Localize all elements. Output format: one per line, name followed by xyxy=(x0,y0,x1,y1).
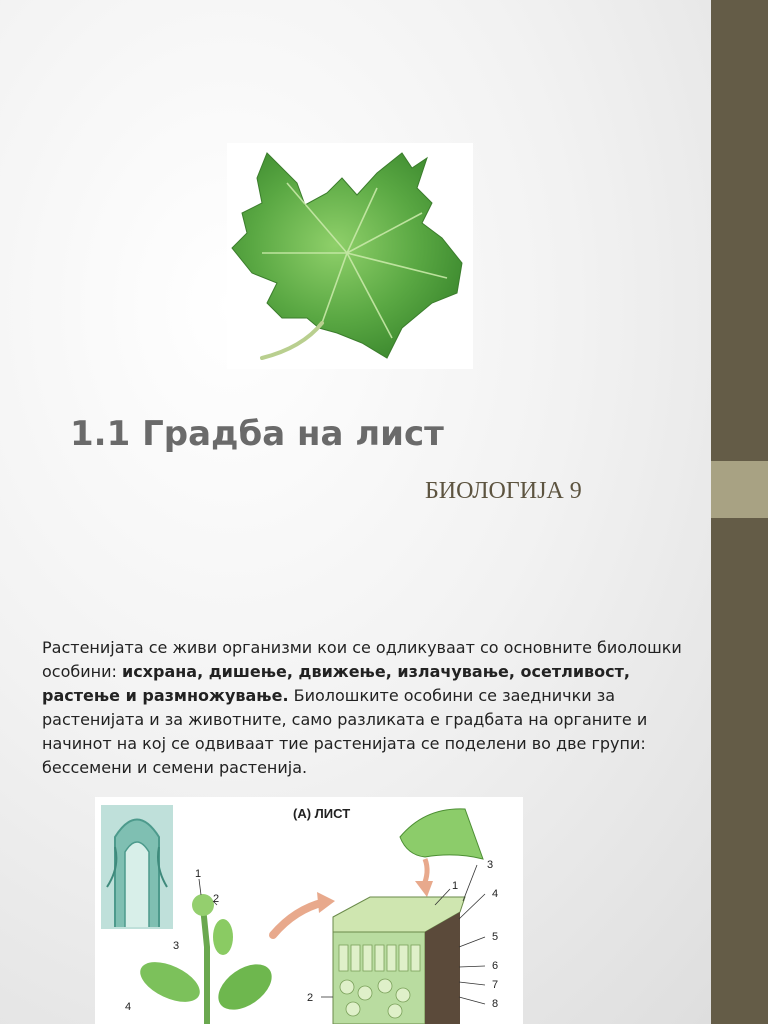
side-bar-accent xyxy=(711,461,768,518)
leaf-structure-figure xyxy=(95,797,523,1024)
figure-number-section-5: 5 xyxy=(492,931,499,943)
figure-number-section-7: 7 xyxy=(492,979,499,991)
figure-number-section-4: 4 xyxy=(492,888,499,900)
paragraph-traits: исхрана, дишење, движење, излачување, осетливост, растење и размножување. xyxy=(42,662,630,705)
figure-number-section-8: 8 xyxy=(492,998,499,1010)
leaf-structure-diagram xyxy=(95,797,523,1024)
leaf-illustration xyxy=(227,143,473,369)
paragraph-part2: Биолошките особини се заеднички за растенијата и за животните, само разликата е градбата на органите и начинот на кој се одвиваат тие растенијата се поделени во две групи: бессемени и семени растенија. xyxy=(42,686,648,777)
page-subtitle: БИОЛОГИЈА 9 xyxy=(425,478,582,504)
figure-label: (А) ЛИСТ xyxy=(293,806,351,821)
leaf-image xyxy=(227,143,473,369)
figure-number-section-6: 6 xyxy=(492,960,499,972)
figure-number-3: 3 xyxy=(173,940,180,952)
intro-paragraph xyxy=(42,636,682,780)
paragraph-part1: Растенијата се живи организми кои се одликуваат со основните биолошки особини: xyxy=(42,638,682,681)
figure-number-2: 2 xyxy=(213,893,220,905)
figure-number-section-1: 1 xyxy=(452,880,459,892)
page-title: 1.1 Градба на лист xyxy=(70,414,444,454)
figure-number-4: 4 xyxy=(125,1001,132,1013)
figure-number-1: 1 xyxy=(195,868,202,880)
figure-number-section-3: 3 xyxy=(487,859,494,871)
figure-number-section-2: 2 xyxy=(307,992,314,1004)
